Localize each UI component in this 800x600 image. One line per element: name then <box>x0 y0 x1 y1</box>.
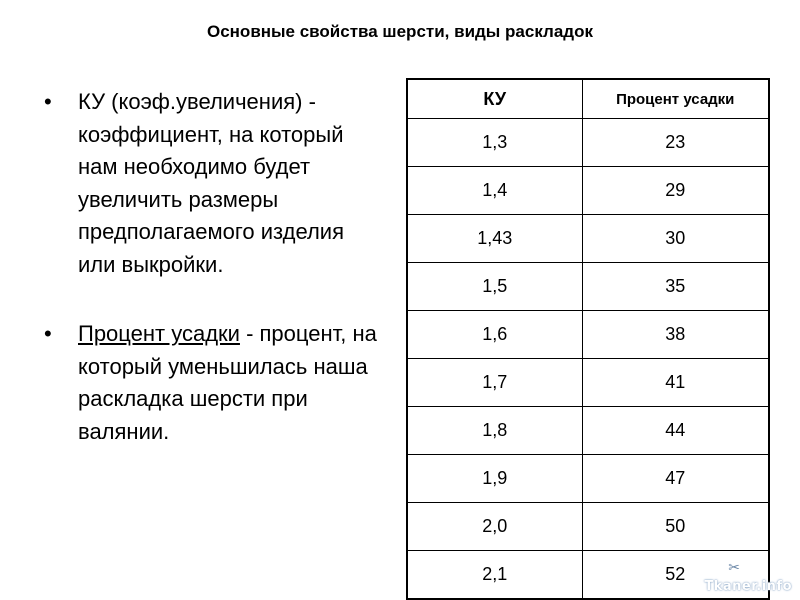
cell-ku: 1,9 <box>407 455 582 503</box>
cell-ku: 1,8 <box>407 407 582 455</box>
shrinkage-table <box>406 78 770 600</box>
table-row <box>407 407 769 455</box>
table-row <box>407 119 769 167</box>
table-row <box>407 215 769 263</box>
table-row <box>407 263 769 311</box>
cell-shrinkage: 35 <box>582 263 769 311</box>
cell-ku: 2,0 <box>407 503 582 551</box>
definition-text: - коэффициент, на который нам необходимо будет увеличить размеры предполагаемого изделия или выкройки. <box>78 89 345 277</box>
cell-ku: 1,3 <box>407 119 582 167</box>
table-row <box>407 167 769 215</box>
cell-shrinkage: 38 <box>582 311 769 359</box>
scissors-icon: ✂ <box>728 559 740 575</box>
watermark: Tkaner.info <box>704 579 792 594</box>
column-header-ku: КУ <box>407 79 582 119</box>
cell-ku: 1,7 <box>407 359 582 407</box>
cell-shrinkage: 47 <box>582 455 769 503</box>
cell-shrinkage: 23 <box>582 119 769 167</box>
cell-ku: 1,4 <box>407 167 582 215</box>
column-header-shrinkage: Процент усадки <box>582 79 769 119</box>
cell-ku: 1,43 <box>407 215 582 263</box>
definitions-list <box>40 86 380 448</box>
cell-shrinkage: 30 <box>582 215 769 263</box>
cell-shrinkage: 41 <box>582 359 769 407</box>
definition-term: Процент усадки <box>78 321 240 346</box>
cell-ku: 2,1 <box>407 551 582 600</box>
cell-ku: 1,6 <box>407 311 582 359</box>
table-row <box>407 311 769 359</box>
table-row <box>407 503 769 551</box>
definition-ku <box>40 86 380 281</box>
cell-ku: 1,5 <box>407 263 582 311</box>
cell-shrinkage: 52 <box>582 551 769 600</box>
table-row <box>407 455 769 503</box>
definition-term: КУ (коэф.увеличения) <box>78 89 303 114</box>
cell-shrinkage: 50 <box>582 503 769 551</box>
cell-shrinkage: 29 <box>582 167 769 215</box>
definition-text: - процент, на который уменьшилась наша раскладка шерсти при валянии. <box>78 321 377 444</box>
definition-shrinkage <box>40 318 380 448</box>
table-header-row <box>407 79 769 119</box>
page-title: Основные свойства шерсти, виды раскладок <box>206 22 593 41</box>
cell-shrinkage: 44 <box>582 407 769 455</box>
table-row <box>407 359 769 407</box>
